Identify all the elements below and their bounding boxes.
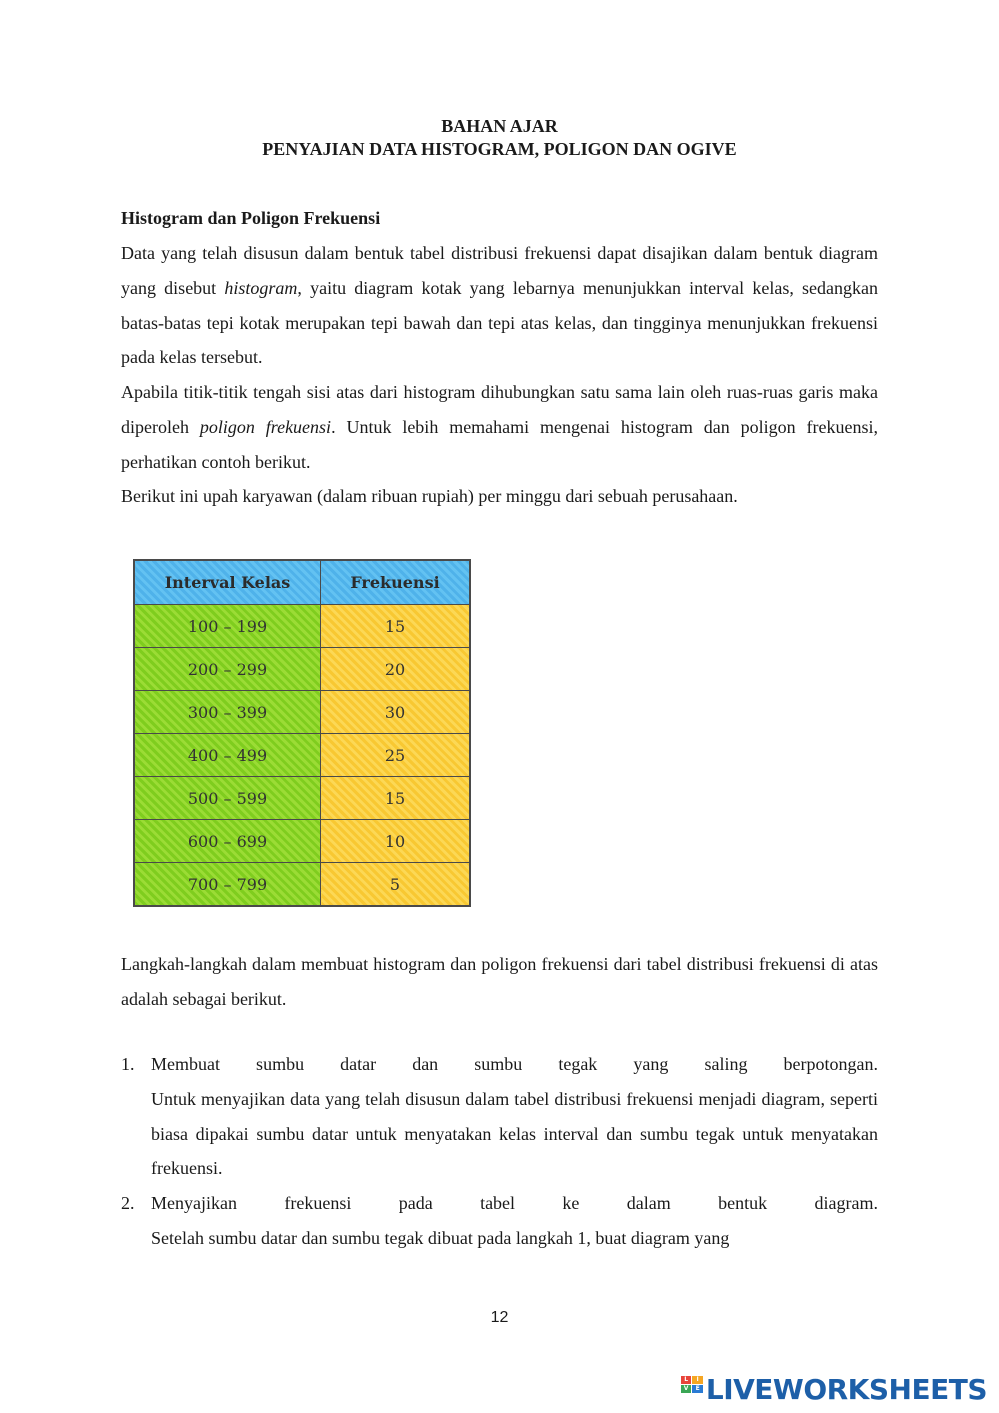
table-row — [135, 648, 470, 691]
list-step-title: Menyajikan frekuensi pada tabel ke dalam bentuk diagram. — [151, 1193, 878, 1213]
list-body — [151, 1186, 878, 1256]
liveworksheets-icon — [681, 1376, 703, 1402]
cell-frequency: 15 — [321, 605, 470, 648]
term-poligon-frekuensi: poligon frekuensi — [199, 416, 332, 437]
list-step-text: Untuk menyajikan data yang telah disusun dalam tabel distribusi frekuensi menjadi diagram, seperti biasa dipakai sumbu datar untuk menyatakan kelas interval dan sumbu tegak untuk menyatakan frekuensi. — [151, 1088, 878, 1179]
list-body — [151, 1047, 878, 1186]
cell-frequency: 20 — [321, 648, 470, 691]
icon-letter-l: L — [681, 1376, 692, 1384]
list-number: 2. — [121, 1193, 135, 1213]
table-row — [135, 820, 470, 863]
section-heading: Histogram dan Poligon Frekuensi — [121, 208, 381, 228]
table-row — [135, 605, 470, 648]
table-row — [135, 863, 470, 906]
paragraph-polygon — [121, 375, 878, 479]
list-step-title: Membuat sumbu datar dan sumbu tegak yang saling berpotongan. — [151, 1054, 878, 1074]
brand-text: LIVEWORKSHEETS — [705, 1372, 987, 1406]
paragraph-text: . Untuk lebih memahami mengenai histogram dan poligon frekuensi, perhatikan contoh berikut. — [121, 416, 878, 472]
icon-letter-i: I — [692, 1376, 703, 1384]
table-row — [135, 691, 470, 734]
table-row — [135, 777, 470, 820]
page-number: 12 — [490, 1309, 509, 1326]
paragraph-text: Data yang telah disusun dalam bentuk tabel distribusi frekuensi dapat disajikan dalam bentuk diagram yang disebut — [121, 243, 878, 298]
paragraph-histogram — [121, 236, 878, 375]
paragraph-text: Apabila titik-titik tengah sisi atas dari histogram dihubungkan satu sama lain oleh ruas-ruas garis maka diperoleh — [121, 382, 878, 437]
header-interval-kelas: Interval Kelas — [135, 561, 321, 605]
cell-interval: 200 – 299 — [135, 648, 321, 691]
document-title-line2: PENYAJIAN DATA HISTOGRAM, POLIGON DAN OGIVE — [262, 139, 737, 159]
table-header-row — [135, 561, 470, 605]
cell-frequency: 30 — [321, 691, 470, 734]
paragraph-text: , yaitu diagram kotak yang lebarnya menunjukkan interval kelas, sedangkan batas-batas tepi kotak merupakan tepi bawah dan tepi atas kelas, dan tingginya menunjukkan frekuensi pada kelas tersebut. — [121, 277, 878, 368]
cell-frequency: 25 — [321, 734, 470, 777]
cell-interval: 600 – 699 — [135, 820, 321, 863]
liveworksheets-logo[interactable] — [681, 1372, 987, 1406]
icon-letter-v: V — [681, 1385, 692, 1393]
term-histogram: histogram — [224, 277, 298, 298]
cell-frequency: 10 — [321, 820, 470, 863]
cell-frequency: 15 — [321, 777, 470, 820]
paragraph-steps-intro: Langkah-langkah dalam membuat histogram dan poligon frekuensi dari tabel distribusi frekuensi di atas adalah sebagai berikut. — [121, 954, 878, 1009]
document-title-line1: BAHAN AJAR — [441, 116, 558, 136]
header-frekuensi: Frekuensi — [321, 561, 470, 605]
table-row — [135, 734, 470, 777]
icon-letter-e: E — [692, 1385, 703, 1393]
cell-interval: 500 – 599 — [135, 777, 321, 820]
cell-interval: 700 – 799 — [135, 863, 321, 906]
cell-frequency: 5 — [321, 863, 470, 906]
list-number: 1. — [121, 1054, 135, 1074]
frequency-table — [134, 560, 470, 906]
cell-interval: 100 – 199 — [135, 605, 321, 648]
cell-interval: 400 – 499 — [135, 734, 321, 777]
cell-interval: 300 – 399 — [135, 691, 321, 734]
list-step-text: Setelah sumbu datar dan sumbu tegak dibuat pada langkah 1, buat diagram yang — [151, 1227, 730, 1248]
paragraph-example-intro: Berikut ini upah karyawan (dalam ribuan rupiah) per minggu dari sebuah perusahaan. — [121, 486, 738, 506]
